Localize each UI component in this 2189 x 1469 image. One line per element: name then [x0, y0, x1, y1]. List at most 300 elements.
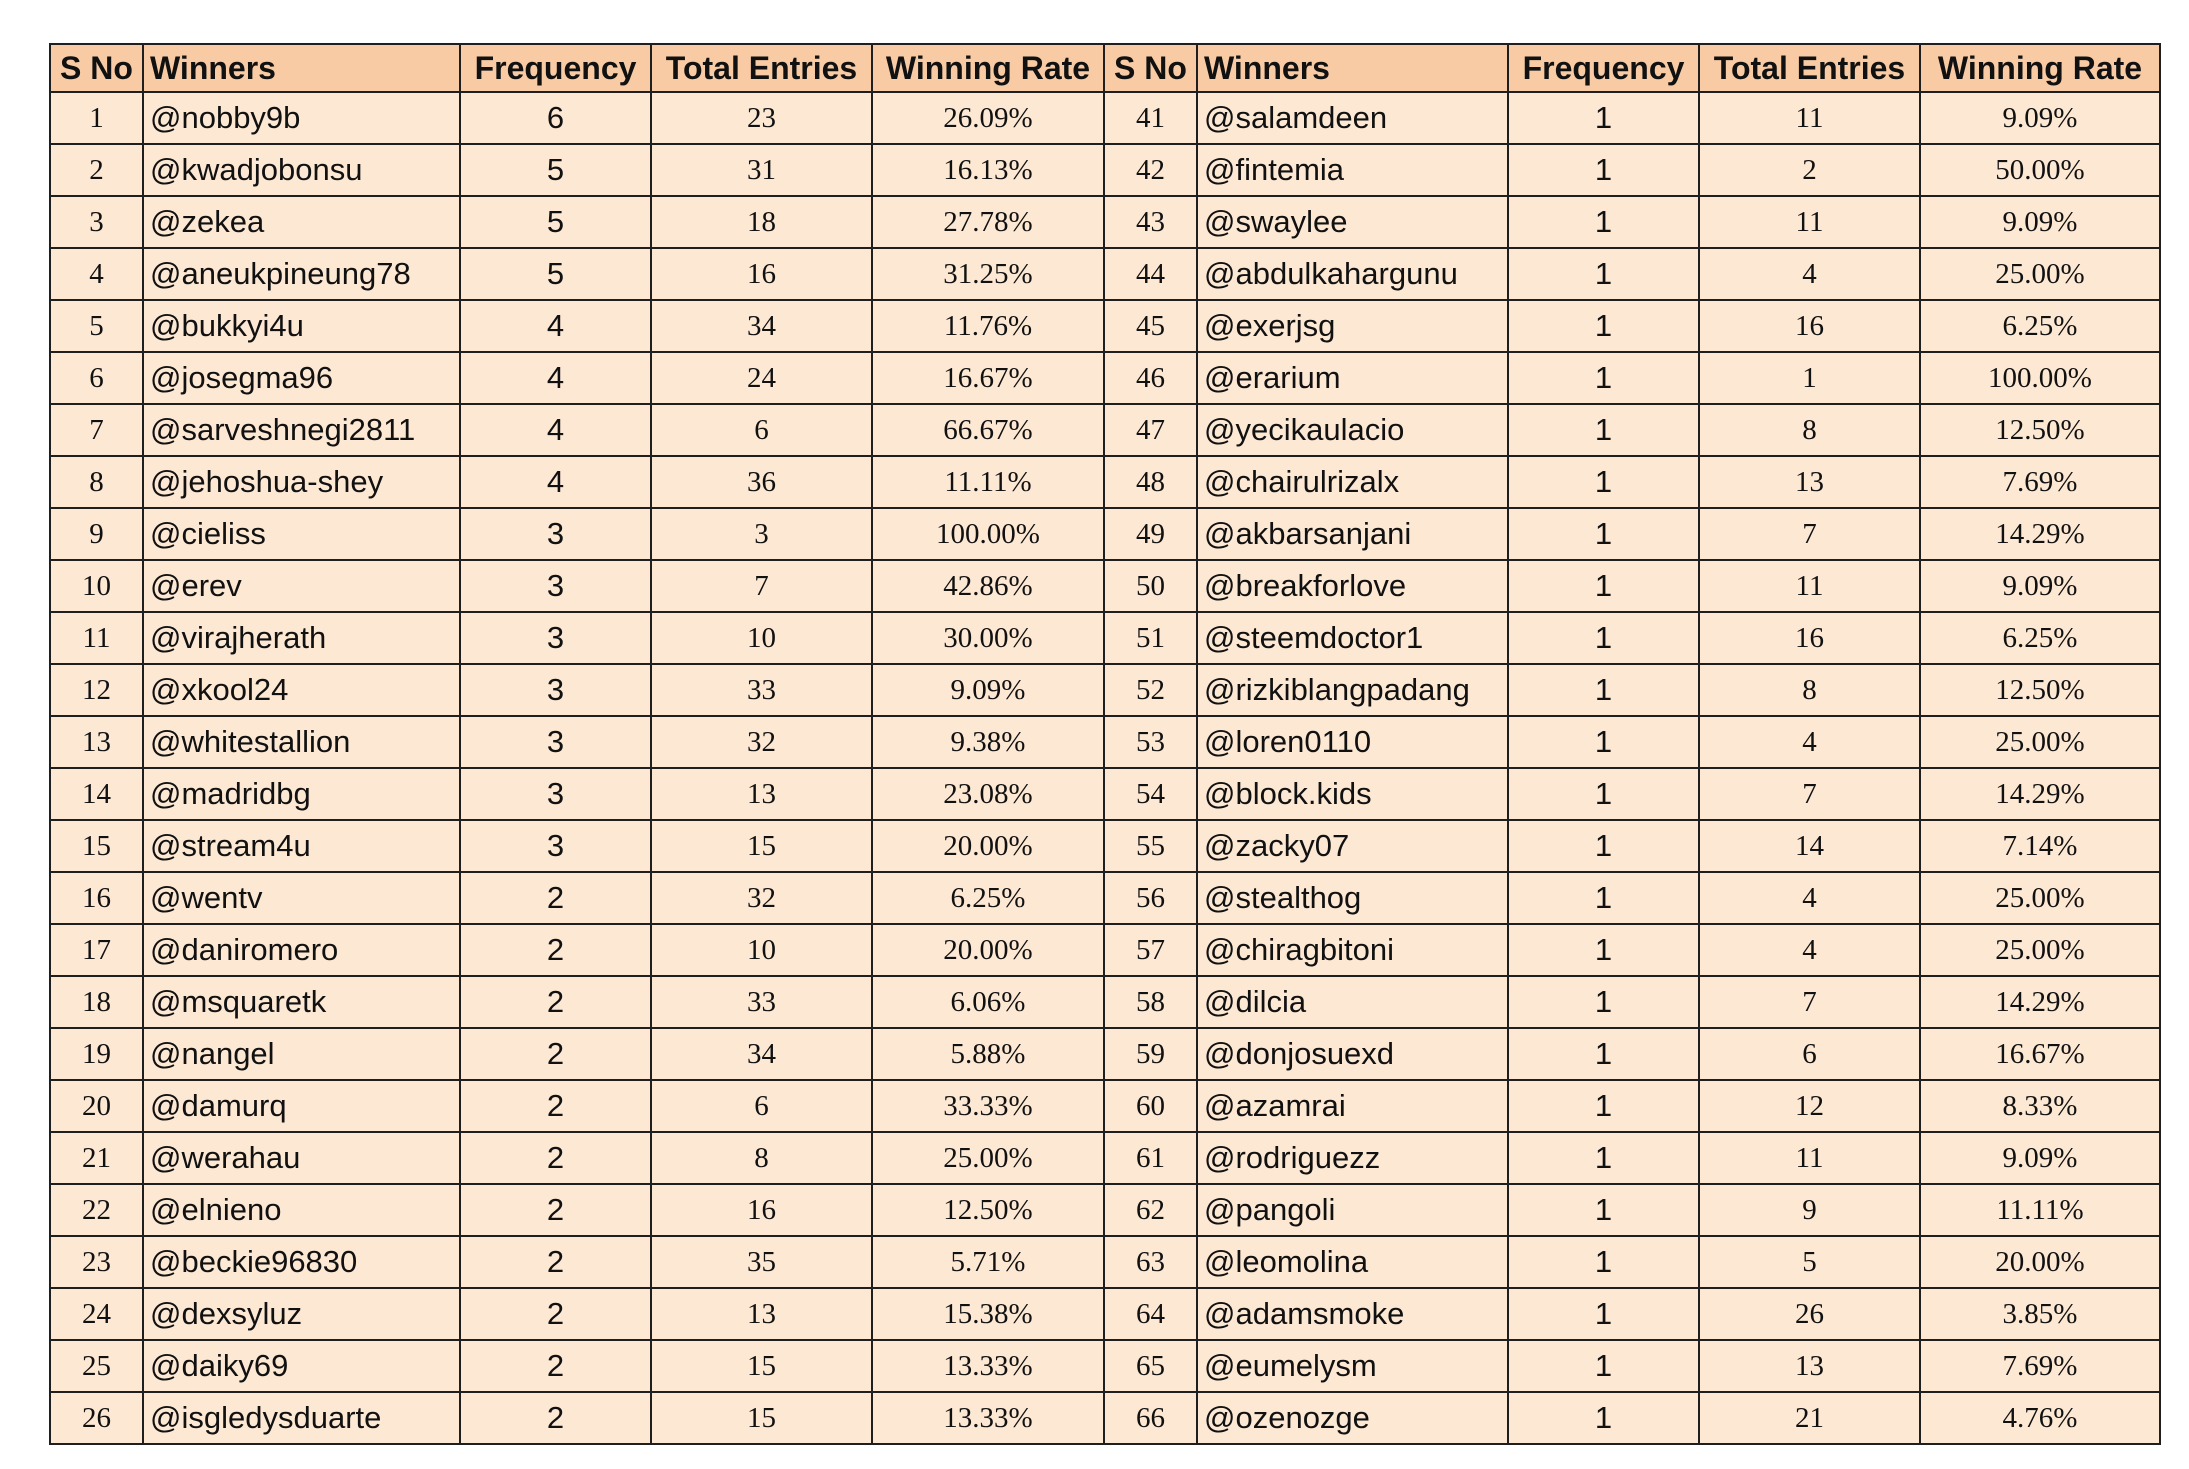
left-winner-cell: @elnieno — [143, 1184, 460, 1236]
right-frequency-cell: 1 — [1508, 508, 1699, 560]
table-body — [50, 92, 2160, 1444]
table-row — [50, 1392, 2160, 1444]
left-winner-cell: @erev — [143, 560, 460, 612]
left-sno-cell: 2 — [50, 144, 143, 196]
left-winning-rate-cell: 15.38% — [872, 1288, 1104, 1340]
left-winner-cell: @msquaretk — [143, 976, 460, 1028]
right-frequency-cell: 1 — [1508, 404, 1699, 456]
right-frequency-cell: 1 — [1508, 664, 1699, 716]
left-sno-cell: 17 — [50, 924, 143, 976]
left-total-entries-cell: 15 — [651, 820, 872, 872]
left-winner-cell: @zekea — [143, 196, 460, 248]
right-winner-cell: @dilcia — [1197, 976, 1508, 1028]
table-row — [50, 508, 2160, 560]
right-total-entries-cell: 13 — [1699, 456, 1920, 508]
right-total-entries-cell: 7 — [1699, 768, 1920, 820]
left-winning-rate-cell: 31.25% — [872, 248, 1104, 300]
left-frequency-cell: 2 — [460, 872, 651, 924]
left-total-entries-cell: 32 — [651, 872, 872, 924]
right-frequency-cell: 1 — [1508, 1028, 1699, 1080]
table-row — [50, 92, 2160, 144]
right-winner-cell: @ozenozge — [1197, 1392, 1508, 1444]
left-winning-rate-cell: 13.33% — [872, 1392, 1104, 1444]
left-winning-rate-cell: 11.76% — [872, 300, 1104, 352]
left-winning-rate-cell: 12.50% — [872, 1184, 1104, 1236]
left-total-entries-cell: 34 — [651, 300, 872, 352]
left-winner-cell: @nangel — [143, 1028, 460, 1080]
right-winner-cell: @akbarsanjani — [1197, 508, 1508, 560]
right-sno-cell: 43 — [1104, 196, 1197, 248]
left-winner-cell: @daniromero — [143, 924, 460, 976]
right-total-entries-cell: 16 — [1699, 612, 1920, 664]
table-row — [50, 612, 2160, 664]
table-row — [50, 664, 2160, 716]
left-total-entries-cell: 35 — [651, 1236, 872, 1288]
right-total-entries-cell: 4 — [1699, 872, 1920, 924]
left-winning-rate-cell: 27.78% — [872, 196, 1104, 248]
left-sno-cell: 8 — [50, 456, 143, 508]
right-frequency-cell: 1 — [1508, 612, 1699, 664]
left-frequency-cell: 4 — [460, 404, 651, 456]
left-winner-cell: @bukkyi4u — [143, 300, 460, 352]
header-winners: Winners — [143, 44, 460, 92]
left-winner-cell: @cieliss — [143, 508, 460, 560]
left-total-entries-cell: 32 — [651, 716, 872, 768]
left-winner-cell: @nobby9b — [143, 92, 460, 144]
left-total-entries-cell: 13 — [651, 1288, 872, 1340]
table-row — [50, 872, 2160, 924]
left-winner-cell: @beckie96830 — [143, 1236, 460, 1288]
table-row — [50, 1080, 2160, 1132]
left-winning-rate-cell: 6.06% — [872, 976, 1104, 1028]
left-sno-cell: 11 — [50, 612, 143, 664]
left-winning-rate-cell: 9.09% — [872, 664, 1104, 716]
left-winning-rate-cell: 42.86% — [872, 560, 1104, 612]
right-winning-rate-cell: 8.33% — [1920, 1080, 2160, 1132]
left-sno-cell: 22 — [50, 1184, 143, 1236]
right-winner-cell: @adamsmoke — [1197, 1288, 1508, 1340]
right-winning-rate-cell: 14.29% — [1920, 976, 2160, 1028]
right-frequency-cell: 1 — [1508, 924, 1699, 976]
left-frequency-cell: 2 — [460, 1184, 651, 1236]
right-sno-cell: 56 — [1104, 872, 1197, 924]
left-total-entries-cell: 16 — [651, 1184, 872, 1236]
right-winning-rate-cell: 6.25% — [1920, 300, 2160, 352]
left-sno-cell: 26 — [50, 1392, 143, 1444]
right-sno-cell: 58 — [1104, 976, 1197, 1028]
right-winner-cell: @eumelysm — [1197, 1340, 1508, 1392]
right-total-entries-cell: 7 — [1699, 976, 1920, 1028]
right-frequency-cell: 1 — [1508, 300, 1699, 352]
right-frequency-cell: 1 — [1508, 1288, 1699, 1340]
right-total-entries-cell: 4 — [1699, 248, 1920, 300]
right-winner-cell: @azamrai — [1197, 1080, 1508, 1132]
left-winner-cell: @damurq — [143, 1080, 460, 1132]
left-winner-cell: @stream4u — [143, 820, 460, 872]
left-winning-rate-cell: 26.09% — [872, 92, 1104, 144]
right-frequency-cell: 1 — [1508, 1132, 1699, 1184]
right-winner-cell: @chairulrizalx — [1197, 456, 1508, 508]
right-frequency-cell: 1 — [1508, 1340, 1699, 1392]
table-row — [50, 924, 2160, 976]
right-winner-cell: @leomolina — [1197, 1236, 1508, 1288]
right-total-entries-cell: 11 — [1699, 1132, 1920, 1184]
left-winning-rate-cell: 16.67% — [872, 352, 1104, 404]
right-sno-cell: 57 — [1104, 924, 1197, 976]
table-row — [50, 560, 2160, 612]
left-winning-rate-cell: 9.38% — [872, 716, 1104, 768]
right-sno-cell: 64 — [1104, 1288, 1197, 1340]
right-sno-cell: 50 — [1104, 560, 1197, 612]
right-winning-rate-cell: 16.67% — [1920, 1028, 2160, 1080]
left-sno-cell: 21 — [50, 1132, 143, 1184]
left-frequency-cell: 3 — [460, 664, 651, 716]
right-total-entries-cell: 8 — [1699, 404, 1920, 456]
left-sno-cell: 10 — [50, 560, 143, 612]
left-sno-cell: 1 — [50, 92, 143, 144]
left-winner-cell: @wentv — [143, 872, 460, 924]
right-winner-cell: @zacky07 — [1197, 820, 1508, 872]
right-sno-cell: 65 — [1104, 1340, 1197, 1392]
left-frequency-cell: 2 — [460, 1080, 651, 1132]
right-total-entries-cell: 5 — [1699, 1236, 1920, 1288]
left-sno-cell: 14 — [50, 768, 143, 820]
left-winner-cell: @xkool24 — [143, 664, 460, 716]
left-total-entries-cell: 18 — [651, 196, 872, 248]
right-total-entries-cell: 14 — [1699, 820, 1920, 872]
right-sno-cell: 52 — [1104, 664, 1197, 716]
left-winning-rate-cell: 5.71% — [872, 1236, 1104, 1288]
table-row — [50, 1184, 2160, 1236]
right-frequency-cell: 1 — [1508, 92, 1699, 144]
left-total-entries-cell: 34 — [651, 1028, 872, 1080]
table-row — [50, 976, 2160, 1028]
left-total-entries-cell: 10 — [651, 924, 872, 976]
right-frequency-cell: 1 — [1508, 872, 1699, 924]
left-frequency-cell: 4 — [460, 300, 651, 352]
header-sno: S No — [1104, 44, 1197, 92]
table-row — [50, 300, 2160, 352]
right-winner-cell: @stealthog — [1197, 872, 1508, 924]
right-sno-cell: 63 — [1104, 1236, 1197, 1288]
left-winning-rate-cell: 23.08% — [872, 768, 1104, 820]
table-row — [50, 716, 2160, 768]
left-winning-rate-cell: 30.00% — [872, 612, 1104, 664]
header-frequency: Frequency — [460, 44, 651, 92]
left-frequency-cell: 2 — [460, 1340, 651, 1392]
left-sno-cell: 4 — [50, 248, 143, 300]
left-sno-cell: 25 — [50, 1340, 143, 1392]
right-sno-cell: 44 — [1104, 248, 1197, 300]
right-sno-cell: 60 — [1104, 1080, 1197, 1132]
right-frequency-cell: 1 — [1508, 976, 1699, 1028]
right-total-entries-cell: 4 — [1699, 716, 1920, 768]
table-row — [50, 1028, 2160, 1080]
right-winning-rate-cell: 25.00% — [1920, 716, 2160, 768]
right-winning-rate-cell: 4.76% — [1920, 1392, 2160, 1444]
right-sno-cell: 54 — [1104, 768, 1197, 820]
right-sno-cell: 45 — [1104, 300, 1197, 352]
left-frequency-cell: 6 — [460, 92, 651, 144]
left-total-entries-cell: 16 — [651, 248, 872, 300]
right-sno-cell: 55 — [1104, 820, 1197, 872]
right-sno-cell: 48 — [1104, 456, 1197, 508]
winners-table — [49, 43, 2161, 1445]
right-total-entries-cell: 8 — [1699, 664, 1920, 716]
left-winning-rate-cell: 20.00% — [872, 820, 1104, 872]
right-total-entries-cell: 13 — [1699, 1340, 1920, 1392]
header-total-entries: Total Entries — [1699, 44, 1920, 92]
left-total-entries-cell: 8 — [651, 1132, 872, 1184]
right-winning-rate-cell: 12.50% — [1920, 404, 2160, 456]
left-frequency-cell: 2 — [460, 924, 651, 976]
left-frequency-cell: 2 — [460, 1132, 651, 1184]
right-winner-cell: @rodriguezz — [1197, 1132, 1508, 1184]
right-winning-rate-cell: 3.85% — [1920, 1288, 2160, 1340]
right-total-entries-cell: 4 — [1699, 924, 1920, 976]
left-winner-cell: @isgledysduarte — [143, 1392, 460, 1444]
right-frequency-cell: 1 — [1508, 352, 1699, 404]
right-sno-cell: 61 — [1104, 1132, 1197, 1184]
left-frequency-cell: 5 — [460, 196, 651, 248]
header-total-entries: Total Entries — [651, 44, 872, 92]
right-winner-cell: @breakforlove — [1197, 560, 1508, 612]
right-sno-cell: 59 — [1104, 1028, 1197, 1080]
left-winner-cell: @daiky69 — [143, 1340, 460, 1392]
right-winner-cell: @pangoli — [1197, 1184, 1508, 1236]
left-total-entries-cell: 15 — [651, 1340, 872, 1392]
right-total-entries-cell: 7 — [1699, 508, 1920, 560]
left-total-entries-cell: 15 — [651, 1392, 872, 1444]
right-winner-cell: @loren0110 — [1197, 716, 1508, 768]
table-row — [50, 144, 2160, 196]
right-winning-rate-cell: 25.00% — [1920, 924, 2160, 976]
header-frequency: Frequency — [1508, 44, 1699, 92]
left-frequency-cell: 2 — [460, 1288, 651, 1340]
left-winning-rate-cell: 20.00% — [872, 924, 1104, 976]
table-row — [50, 196, 2160, 248]
right-winning-rate-cell: 9.09% — [1920, 92, 2160, 144]
left-frequency-cell: 3 — [460, 612, 651, 664]
right-winner-cell: @exerjsg — [1197, 300, 1508, 352]
right-frequency-cell: 1 — [1508, 1080, 1699, 1132]
table-row — [50, 768, 2160, 820]
left-sno-cell: 16 — [50, 872, 143, 924]
right-sno-cell: 49 — [1104, 508, 1197, 560]
right-total-entries-cell: 11 — [1699, 560, 1920, 612]
right-winner-cell: @salamdeen — [1197, 92, 1508, 144]
left-winning-rate-cell: 25.00% — [872, 1132, 1104, 1184]
right-winner-cell: @abdulkahargunu — [1197, 248, 1508, 300]
left-winner-cell: @werahau — [143, 1132, 460, 1184]
right-sno-cell: 42 — [1104, 144, 1197, 196]
left-sno-cell: 12 — [50, 664, 143, 716]
right-frequency-cell: 1 — [1508, 1236, 1699, 1288]
left-frequency-cell: 3 — [460, 820, 651, 872]
right-sno-cell: 51 — [1104, 612, 1197, 664]
right-winning-rate-cell: 50.00% — [1920, 144, 2160, 196]
right-winner-cell: @erarium — [1197, 352, 1508, 404]
table-row — [50, 456, 2160, 508]
right-winning-rate-cell: 9.09% — [1920, 196, 2160, 248]
right-winning-rate-cell: 6.25% — [1920, 612, 2160, 664]
right-total-entries-cell: 1 — [1699, 352, 1920, 404]
right-winner-cell: @block.kids — [1197, 768, 1508, 820]
left-winning-rate-cell: 6.25% — [872, 872, 1104, 924]
left-winning-rate-cell: 11.11% — [872, 456, 1104, 508]
right-winning-rate-cell: 11.11% — [1920, 1184, 2160, 1236]
right-total-entries-cell: 16 — [1699, 300, 1920, 352]
right-frequency-cell: 1 — [1508, 560, 1699, 612]
right-sno-cell: 62 — [1104, 1184, 1197, 1236]
right-winning-rate-cell: 7.14% — [1920, 820, 2160, 872]
right-winning-rate-cell: 100.00% — [1920, 352, 2160, 404]
left-winner-cell: @virajherath — [143, 612, 460, 664]
header-winning-rate: Winning Rate — [872, 44, 1104, 92]
right-sno-cell: 46 — [1104, 352, 1197, 404]
left-frequency-cell: 4 — [460, 352, 651, 404]
right-frequency-cell: 1 — [1508, 768, 1699, 820]
table-row — [50, 352, 2160, 404]
left-sno-cell: 7 — [50, 404, 143, 456]
left-winner-cell: @josegma96 — [143, 352, 460, 404]
left-frequency-cell: 3 — [460, 716, 651, 768]
left-total-entries-cell: 33 — [651, 976, 872, 1028]
left-frequency-cell: 3 — [460, 560, 651, 612]
left-winner-cell: @kwadjobonsu — [143, 144, 460, 196]
left-sno-cell: 23 — [50, 1236, 143, 1288]
header-sno: S No — [50, 44, 143, 92]
right-sno-cell: 41 — [1104, 92, 1197, 144]
right-total-entries-cell: 9 — [1699, 1184, 1920, 1236]
left-sno-cell: 20 — [50, 1080, 143, 1132]
right-frequency-cell: 1 — [1508, 820, 1699, 872]
right-winner-cell: @swaylee — [1197, 196, 1508, 248]
right-total-entries-cell: 6 — [1699, 1028, 1920, 1080]
right-winning-rate-cell: 20.00% — [1920, 1236, 2160, 1288]
right-winning-rate-cell: 25.00% — [1920, 872, 2160, 924]
right-winning-rate-cell: 9.09% — [1920, 560, 2160, 612]
right-frequency-cell: 1 — [1508, 1392, 1699, 1444]
left-winner-cell: @aneukpineung78 — [143, 248, 460, 300]
right-winning-rate-cell: 7.69% — [1920, 456, 2160, 508]
left-frequency-cell: 5 — [460, 144, 651, 196]
table-row — [50, 1340, 2160, 1392]
left-sno-cell: 15 — [50, 820, 143, 872]
left-winner-cell: @sarveshnegi2811 — [143, 404, 460, 456]
right-sno-cell: 66 — [1104, 1392, 1197, 1444]
left-frequency-cell: 2 — [460, 1236, 651, 1288]
left-frequency-cell: 4 — [460, 456, 651, 508]
left-sno-cell: 19 — [50, 1028, 143, 1080]
right-winning-rate-cell: 25.00% — [1920, 248, 2160, 300]
left-sno-cell: 24 — [50, 1288, 143, 1340]
left-winning-rate-cell: 13.33% — [872, 1340, 1104, 1392]
right-winner-cell: @rizkiblangpadang — [1197, 664, 1508, 716]
left-frequency-cell: 2 — [460, 1392, 651, 1444]
right-winner-cell: @donjosuexd — [1197, 1028, 1508, 1080]
table-row — [50, 404, 2160, 456]
right-frequency-cell: 1 — [1508, 1184, 1699, 1236]
right-frequency-cell: 1 — [1508, 248, 1699, 300]
left-winning-rate-cell: 100.00% — [872, 508, 1104, 560]
left-total-entries-cell: 23 — [651, 92, 872, 144]
header-row — [50, 44, 2160, 92]
left-total-entries-cell: 7 — [651, 560, 872, 612]
table-row — [50, 820, 2160, 872]
left-total-entries-cell: 6 — [651, 1080, 872, 1132]
right-winning-rate-cell: 14.29% — [1920, 508, 2160, 560]
left-winner-cell: @whitestallion — [143, 716, 460, 768]
left-frequency-cell: 5 — [460, 248, 651, 300]
table-header — [50, 44, 2160, 92]
right-total-entries-cell: 11 — [1699, 196, 1920, 248]
right-winning-rate-cell: 9.09% — [1920, 1132, 2160, 1184]
left-total-entries-cell: 31 — [651, 144, 872, 196]
left-total-entries-cell: 24 — [651, 352, 872, 404]
right-winning-rate-cell: 14.29% — [1920, 768, 2160, 820]
header-winning-rate: Winning Rate — [1920, 44, 2160, 92]
right-frequency-cell: 1 — [1508, 196, 1699, 248]
left-total-entries-cell: 36 — [651, 456, 872, 508]
left-winner-cell: @madridbg — [143, 768, 460, 820]
right-total-entries-cell: 21 — [1699, 1392, 1920, 1444]
right-winner-cell: @chiragbitoni — [1197, 924, 1508, 976]
right-frequency-cell: 1 — [1508, 456, 1699, 508]
right-frequency-cell: 1 — [1508, 144, 1699, 196]
left-frequency-cell: 3 — [460, 768, 651, 820]
left-winner-cell: @dexsyluz — [143, 1288, 460, 1340]
left-total-entries-cell: 13 — [651, 768, 872, 820]
left-total-entries-cell: 33 — [651, 664, 872, 716]
left-sno-cell: 3 — [50, 196, 143, 248]
right-sno-cell: 47 — [1104, 404, 1197, 456]
right-total-entries-cell: 12 — [1699, 1080, 1920, 1132]
left-frequency-cell: 2 — [460, 1028, 651, 1080]
right-total-entries-cell: 26 — [1699, 1288, 1920, 1340]
table-row — [50, 1288, 2160, 1340]
right-total-entries-cell: 2 — [1699, 144, 1920, 196]
table-row — [50, 1132, 2160, 1184]
header-winners: Winners — [1197, 44, 1508, 92]
right-winner-cell: @steemdoctor1 — [1197, 612, 1508, 664]
left-sno-cell: 13 — [50, 716, 143, 768]
left-sno-cell: 5 — [50, 300, 143, 352]
right-total-entries-cell: 11 — [1699, 92, 1920, 144]
right-frequency-cell: 1 — [1508, 716, 1699, 768]
left-winner-cell: @jehoshua-shey — [143, 456, 460, 508]
right-winner-cell: @fintemia — [1197, 144, 1508, 196]
left-sno-cell: 18 — [50, 976, 143, 1028]
table-row — [50, 1236, 2160, 1288]
left-total-entries-cell: 3 — [651, 508, 872, 560]
left-winning-rate-cell: 16.13% — [872, 144, 1104, 196]
left-winning-rate-cell: 33.33% — [872, 1080, 1104, 1132]
right-winning-rate-cell: 12.50% — [1920, 664, 2160, 716]
right-winner-cell: @yecikaulacio — [1197, 404, 1508, 456]
table-row — [50, 248, 2160, 300]
left-total-entries-cell: 10 — [651, 612, 872, 664]
left-sno-cell: 9 — [50, 508, 143, 560]
right-sno-cell: 53 — [1104, 716, 1197, 768]
left-frequency-cell: 2 — [460, 976, 651, 1028]
left-sno-cell: 6 — [50, 352, 143, 404]
right-winning-rate-cell: 7.69% — [1920, 1340, 2160, 1392]
left-total-entries-cell: 6 — [651, 404, 872, 456]
left-frequency-cell: 3 — [460, 508, 651, 560]
left-winning-rate-cell: 5.88% — [872, 1028, 1104, 1080]
left-winning-rate-cell: 66.67% — [872, 404, 1104, 456]
